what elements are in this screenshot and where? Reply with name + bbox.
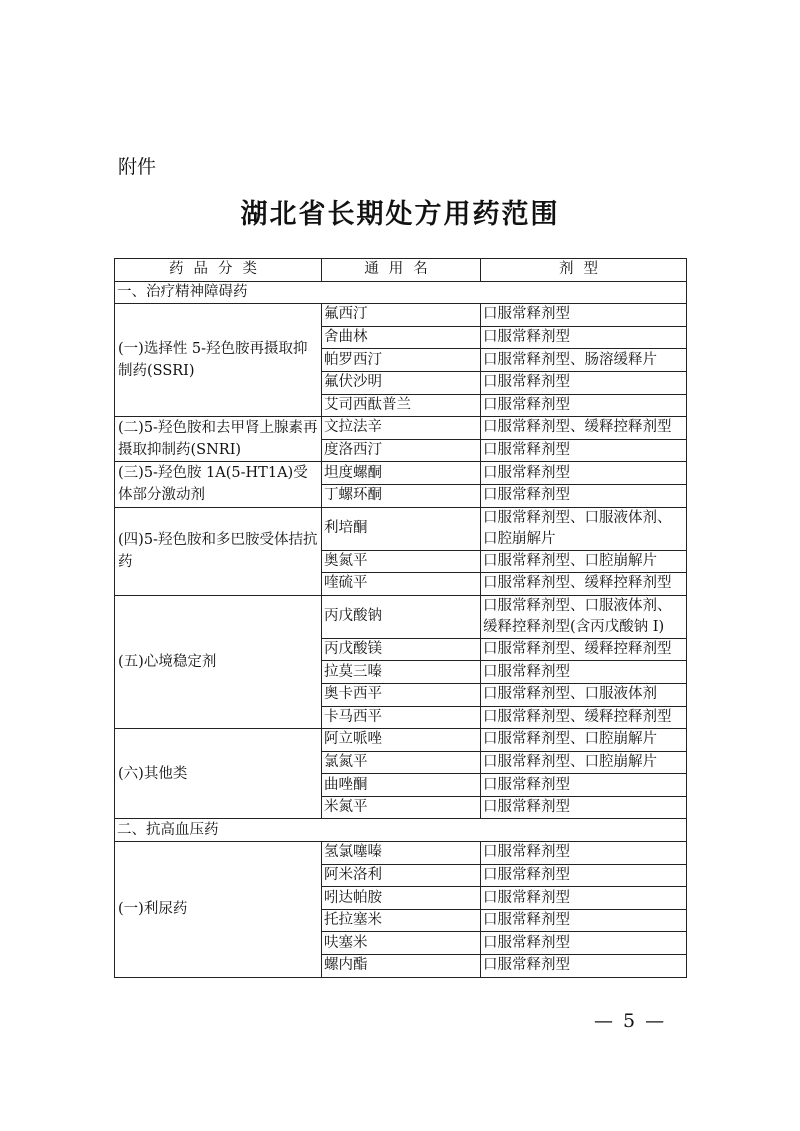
- drug-category: (六)其他类: [115, 729, 322, 819]
- generic-name: 卡马西平: [322, 706, 481, 729]
- drug-category: (一)选择性 5-羟色胺再摄取抑制药(SSRI): [115, 304, 322, 417]
- table-row: [115, 595, 687, 638]
- dosage-form: 口服常释剂型、口腔崩解片: [481, 550, 687, 573]
- table-body: [115, 281, 687, 977]
- generic-name: 氢氯噻嗪: [322, 842, 481, 865]
- dosage-form: 口服常释剂型、口服液体剂: [481, 683, 687, 706]
- dosage-form: 口服常释剂型: [481, 864, 687, 887]
- dosage-form: 口服常释剂型: [481, 484, 687, 507]
- drug-category: (一)利尿药: [115, 842, 322, 978]
- generic-name: 奥卡西平: [322, 683, 481, 706]
- annex-label: 附件: [118, 156, 157, 178]
- section-row: [115, 281, 687, 304]
- table-row: [115, 729, 687, 752]
- table-row: [115, 462, 687, 485]
- generic-name: 丙戊酸钠: [322, 595, 481, 638]
- generic-name: 帕罗西汀: [322, 349, 481, 372]
- generic-name: 坦度螺酮: [322, 462, 481, 485]
- dosage-form: 口服常释剂型、缓释控释剂型: [481, 706, 687, 729]
- generic-name: 呋塞米: [322, 932, 481, 955]
- dosage-form: 口服常释剂型、缓释控释剂型: [481, 573, 687, 596]
- dosage-form: 口服常释剂型: [481, 394, 687, 417]
- dosage-form: 口服常释剂型、肠溶缓释片: [481, 349, 687, 372]
- dosage-form: 口服常释剂型、口服液体剂、口腔崩解片: [481, 507, 687, 550]
- table-row: [115, 507, 687, 550]
- generic-name: 氯氮平: [322, 751, 481, 774]
- drug-category: (五)心境稳定剂: [115, 595, 322, 728]
- generic-name: 利培酮: [322, 507, 481, 550]
- generic-name: 氟伏沙明: [322, 371, 481, 394]
- generic-name: 阿米洛利: [322, 864, 481, 887]
- dosage-form: 口服常释剂型: [481, 774, 687, 797]
- dosage-form: 口服常释剂型、缓释控释剂型: [481, 638, 687, 661]
- generic-name: 丁螺环酮: [322, 484, 481, 507]
- generic-name: 文拉法辛: [322, 417, 481, 440]
- table-header-row: [115, 259, 687, 282]
- generic-name: 氟西汀: [322, 304, 481, 327]
- generic-name: 艾司西酞普兰: [322, 394, 481, 417]
- dosage-form: 口服常释剂型: [481, 932, 687, 955]
- section-row: [115, 819, 687, 842]
- dosage-form: 口服常释剂型: [481, 371, 687, 394]
- generic-name: 奥氮平: [322, 550, 481, 573]
- generic-name: 吲达帕胺: [322, 887, 481, 910]
- dosage-form: 口服常释剂型: [481, 304, 687, 327]
- dosage-form: 口服常释剂型: [481, 887, 687, 910]
- generic-name: 拉莫三嗪: [322, 661, 481, 684]
- generic-name: 曲唑酮: [322, 774, 481, 797]
- header-dosage-form: 剂型: [481, 259, 687, 282]
- drug-category: (三)5-羟色胺 1A(5-HT1A)受体部分激动剂: [115, 462, 322, 507]
- drug-scope-table: [114, 258, 687, 978]
- generic-name: 舍曲林: [322, 326, 481, 349]
- table-row: [115, 304, 687, 327]
- generic-name: 喹硫平: [322, 573, 481, 596]
- dosage-form: 口服常释剂型: [481, 326, 687, 349]
- generic-name: 米氮平: [322, 796, 481, 819]
- dosage-form: 口服常释剂型: [481, 796, 687, 819]
- dosage-form: 口服常释剂型: [481, 842, 687, 865]
- dosage-form: 口服常释剂型、口腔崩解片: [481, 729, 687, 752]
- header-generic-name: 通用名: [322, 259, 481, 282]
- generic-name: 丙戊酸镁: [322, 638, 481, 661]
- drug-category: (二)5-羟色胺和去甲肾上腺素再摄取抑制药(SNRI): [115, 417, 322, 462]
- generic-name: 阿立哌唑: [322, 729, 481, 752]
- dosage-form: 口服常释剂型: [481, 661, 687, 684]
- dosage-form: 口服常释剂型、口腔崩解片: [481, 751, 687, 774]
- page-number: — 5 —: [594, 1010, 667, 1032]
- document-title: 湖北省长期处方用药范围: [240, 199, 560, 230]
- dosage-form: 口服常释剂型、缓释控释剂型: [481, 417, 687, 440]
- section-title: 二、抗高血压药: [115, 819, 687, 842]
- header-category: 药品分类: [115, 259, 322, 282]
- generic-name: 螺内酯: [322, 955, 481, 978]
- section-title: 一、治疗精神障碍药: [115, 281, 687, 304]
- dosage-form: 口服常释剂型: [481, 909, 687, 932]
- dosage-form: 口服常释剂型: [481, 462, 687, 485]
- table-row: [115, 842, 687, 865]
- dosage-form: 口服常释剂型: [481, 439, 687, 462]
- dosage-form: 口服常释剂型: [481, 955, 687, 978]
- generic-name: 托拉塞米: [322, 909, 481, 932]
- drug-category: (四)5-羟色胺和多巴胺受体拮抗药: [115, 507, 322, 595]
- table-row: [115, 417, 687, 440]
- dosage-form: 口服常释剂型、口服液体剂、缓释控释剂型(含丙戊酸钠 I): [481, 595, 687, 638]
- generic-name: 度洛西汀: [322, 439, 481, 462]
